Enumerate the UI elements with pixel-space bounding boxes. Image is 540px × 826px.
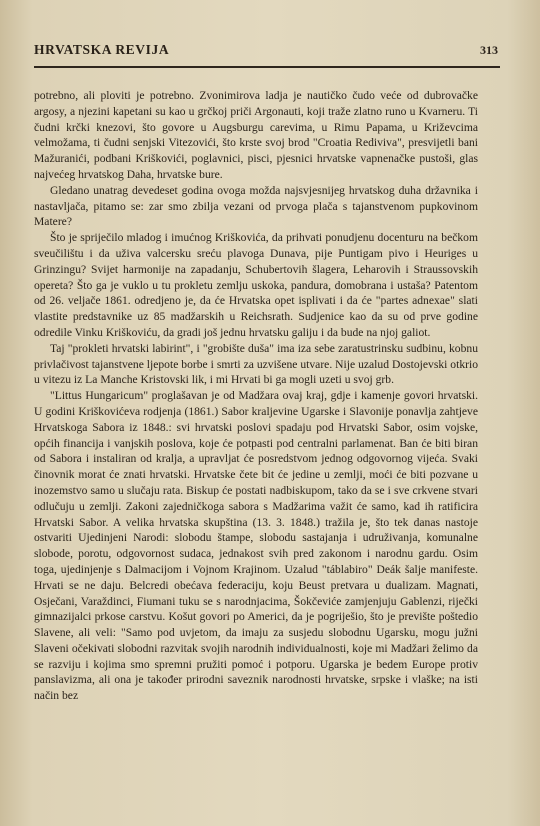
paragraph: Što je spriječilo mladog i imućnog Kriškovića, da prihvati ponudjenu docenturu na bečkom sveučilištu i da uživa valcersku sreću plavoga Dunava, pije Puntigam pivo i Heuriges u Grinzingu? Svijet harmonije na zapadanju, Schubertovih šlagera, Leharovih i Straussovskih opereta? Što ga je vuklo u tu prokletu zemlju uskoka, pandura, domobrana i ustaša? Patentom od 26. veljače 1861. odredjeno je, da će Hrvatska opet isplivati i da će "partes adnexae" slati vlastite predstavnike uz 85 madžarskih u Reichsrath. Sudjenice kao da su od prve godine odredile Vinku Kriškoviću, da gradi još jednu hrvatsku galiju i da bude na njoj galiot. xyxy=(34,231,478,339)
paragraph: Taj "prokleti hrvatski labirint", i "grobište duša" ima iza sebe zaratustrinsku sudbinu, kobnu privlačivost tajanstvene ljepote borbe i smrti za uzvišene utvare. Nije uzalud Dostojevski otkrio u vitezu iz La Manche Kristovski lik, i mi Hrvati bi ga mogli uzeti u svoj grb. xyxy=(34,341,478,387)
running-header xyxy=(34,42,498,58)
page-number: 313 xyxy=(480,43,498,57)
paragraph: potrebno, ali ploviti je potrebno. Zvonimirova ladja je nautičko čudo veće od dubrovačke argosy, a njezini kapetani su kao u grčkoj priči Argonauti, koji traže zlatno runo u Kvarneru. Ti čudni krčki knezovi, što govore u Augsburgu carevima, u Rimu Papama, u Križevcima velmožama, ti čudni senjski Vitezovići, što krste svoj brod "Croatia Rediviva", presvijetli bani Mažuranići, podbani Kriškovići, poglavnici, pisci, pjesnici hrvatske vapnenačke pustoši, glas najvećeg hrvatskog Daha, hrvatske bure. xyxy=(34,89,478,181)
paragraph: "Littus Hungaricum" proglašavan je od Madžara ovaj kraj, gdje i kamenje govori hrvatski. U godini Kriškovićeva rodjenja (1861.) Sabor kraljevine Ugarske i Slavonije ponavlja zahtjeve Hrvatskoga Sabora iz 1848.: svi hrvatski poslovi spadaju pod Hrvatski Sabor, osim vojske, općih financija i vanjskih poslova, koje će potpasti pod centralni parlamenat. Ban će biti biran od Sabora i instaliran od kralja, a upravljat će posredstvom jednog odgovornog vijeća. Svaki činovnik morat će znati hrvatski. Hrvatske čete bit će jedine u zemlji, moći će biti pozvane u inozemstvo samo u slučaju rata. Biskup će postati nadbiskupom, tako da se i sve crkvene stvari odlučuju u zemlji. Zakoni zajedničkoga sabora s Madžarima važit će samo, kad ih ratificira Hrvatski Sabor. A velika hrvatska skupština (13. 3. 1848.) tražila je, što tek danas nastoje ostvariti Ujedinjeni Narodi: slobodu štampe, slobodu sastajanja i udruživanja, komunalne slobode, porotu, odgovornost sudaca, jednakost svih pred zakonom i narodnu gardu. Osim toga, ujedinjenje s Dalmacijom i Vojnom Krajinom. Uzalud "táblabiro" Deák šalje manifeste. Hrvati se ne daju. Belcredi obećava federaciju, koju Beust pretvara u dualizam. Magnati, Osječani, Varaždinci, Fiumani tuku se s narodnjacima, Šokčeviće zamjenjuju Gablenzi, riječki gimnazijalci prkose carstvu. Košut govori po Americi, da je pogriješio, što je prevište poštedio Slavene, ali veli: "Samo pod uvjetom, da imaju za susjedu slobodnu Ugarsku, mogu južni Slaveni očekivati slobodni razvitak svojih narodnih individualnosti, koje mi Madžari želimo da se razviju i kojima smo spremni pružiti pomoć i potporu. Ugarska je bedem Europe protiv panslavizma, ali ona je također prirodni saveznik narodnosti hrvatske, srpske i vlaške; na isti način bez xyxy=(34,389,478,703)
header-rule xyxy=(34,66,500,68)
journal-title: HRVATSKA REVIJA xyxy=(34,42,170,57)
article-body xyxy=(34,88,478,704)
paragraph: Gledano unatrag devedeset godina ovoga možda najsvjesnijeg hrvatskog duha državnika i nastavljača, pitamo se: zar smo zbilja vezani od prvoga plača s tajanstvenom pupkovinom Matere? xyxy=(34,183,478,229)
